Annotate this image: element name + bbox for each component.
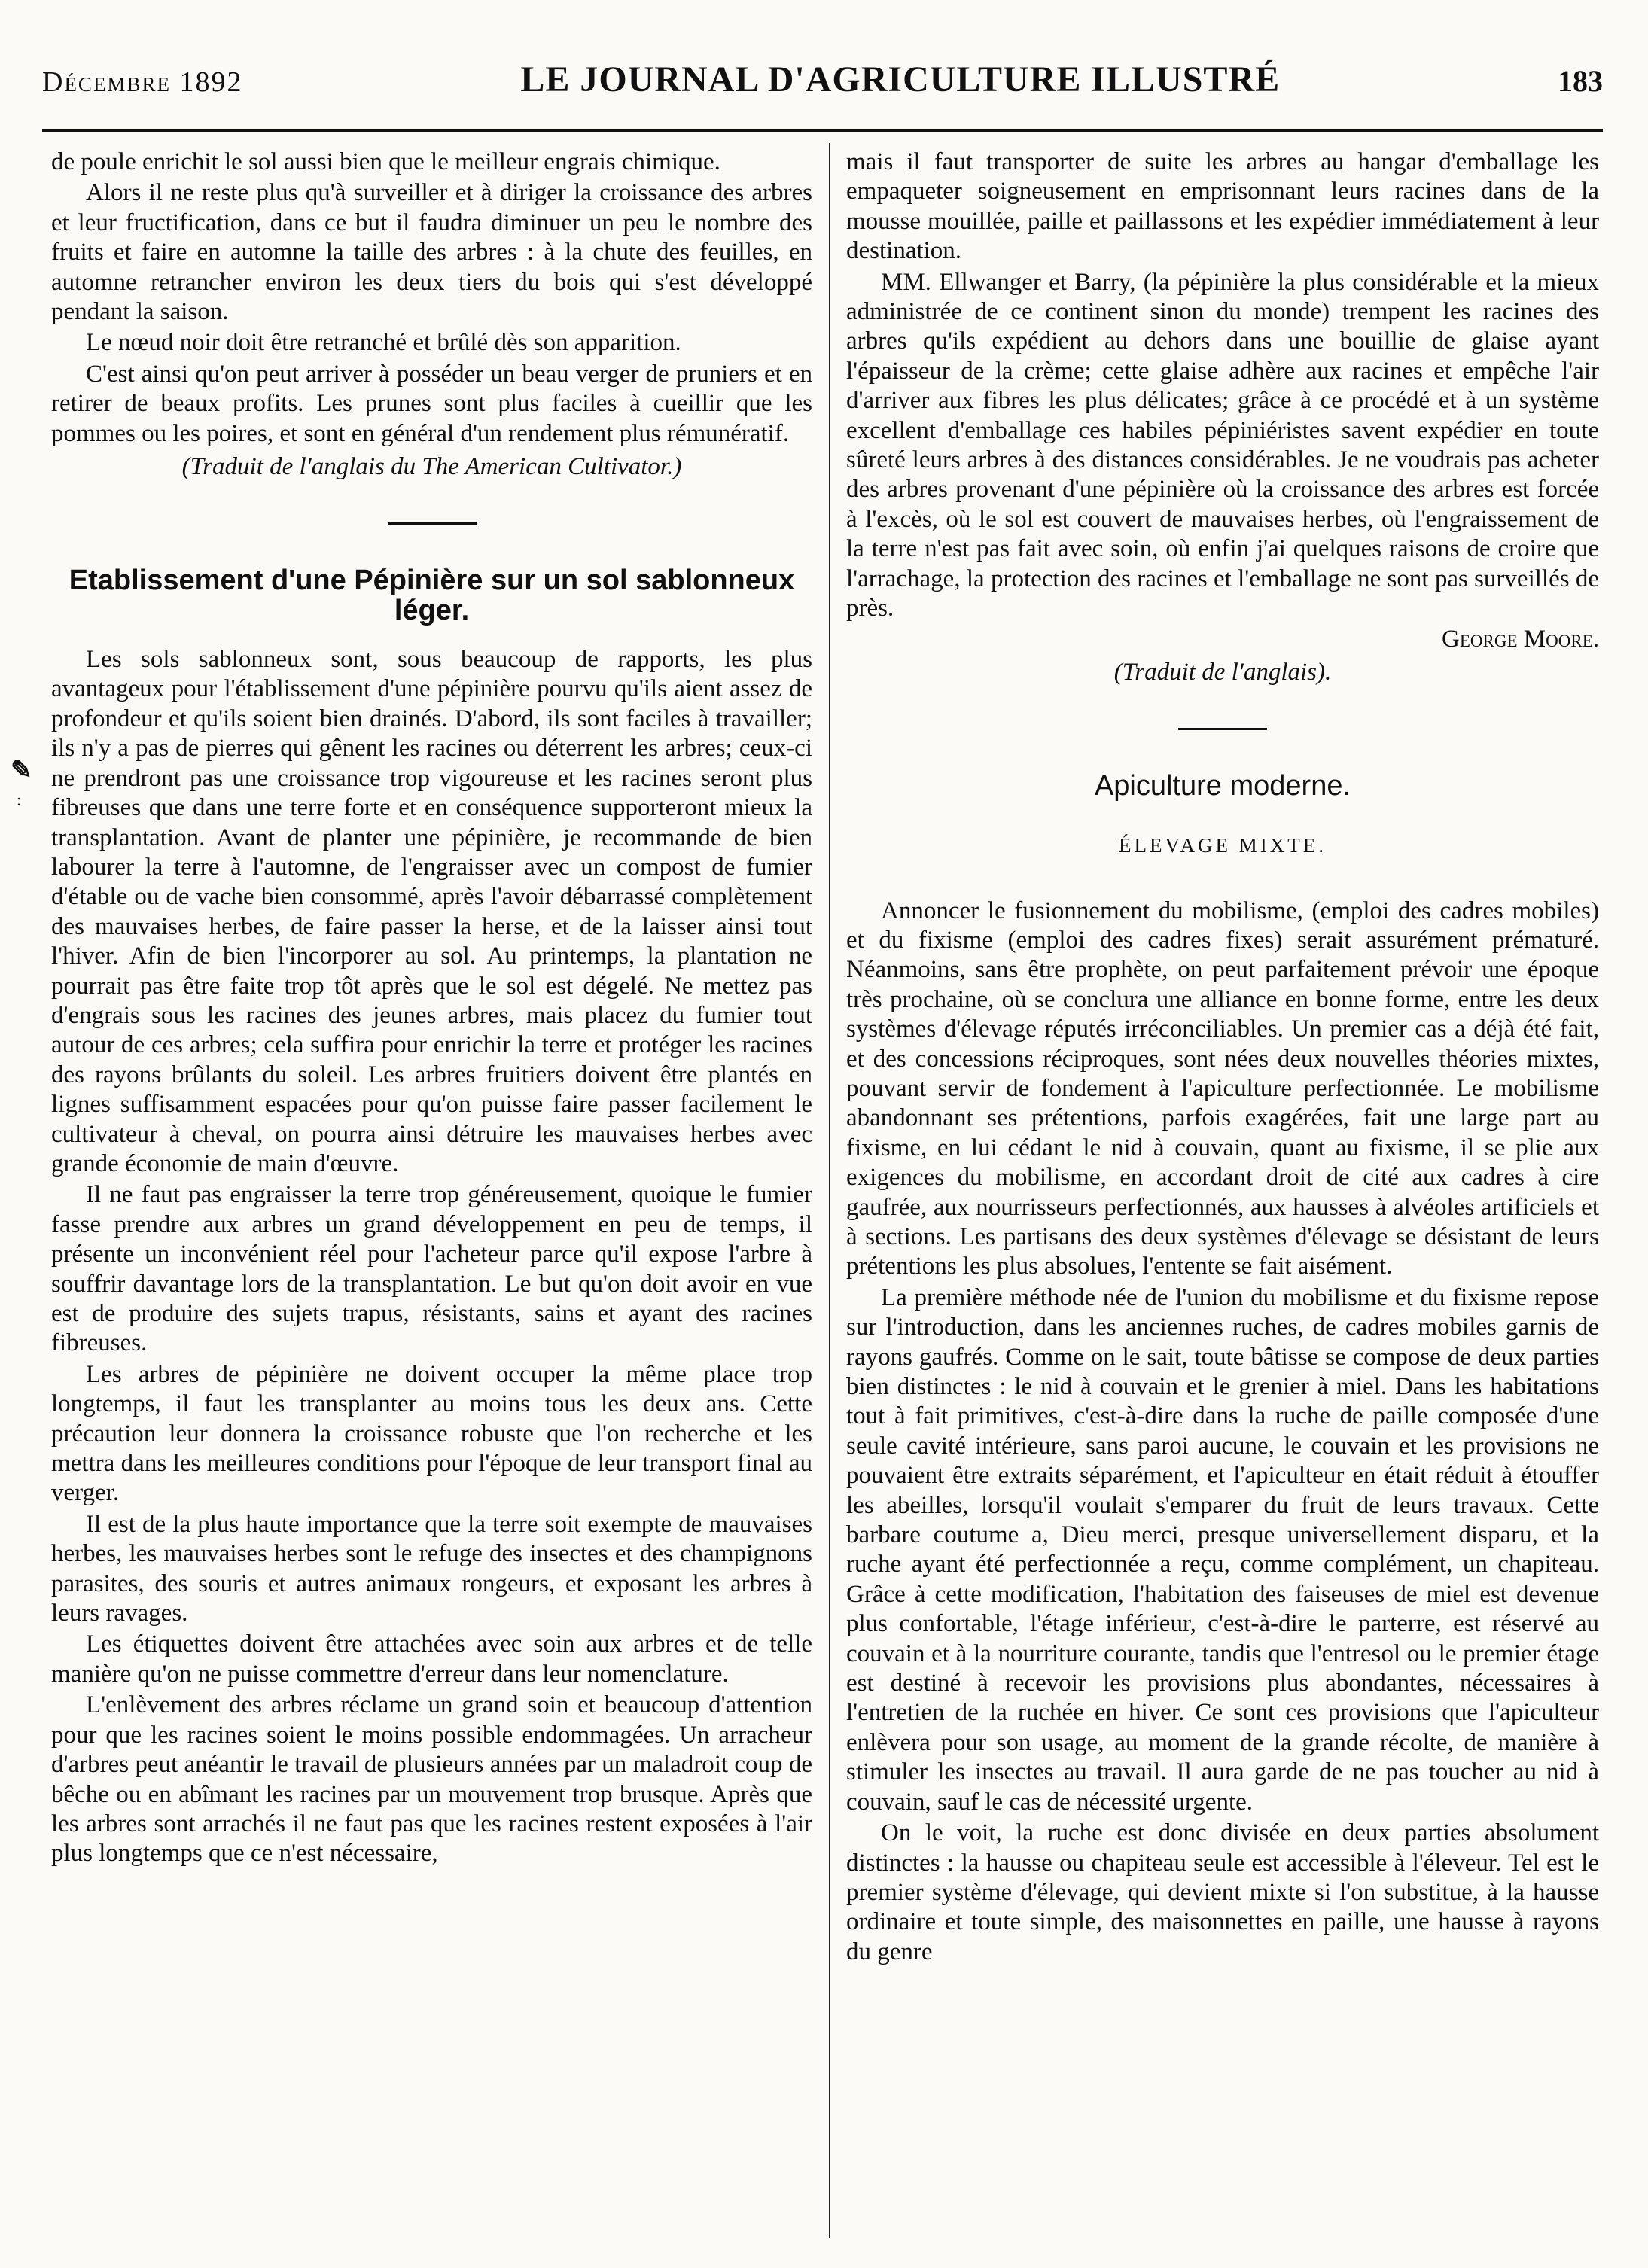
- prunes-source: (Traduit de l'anglais du The American Cultivator.): [181, 453, 682, 481]
- journal-title: LE JOURNAL D'AGRICULTURE ILLUSTRÉ: [520, 59, 1281, 99]
- article-paragraph: La première méthode née de l'union du mobilisme et du fixisme repose sur l'introduction, dans les anciennes ruches, de cadres mobiles garnis de rayons gaufrés. Comme on le sait, toute bâtisse se compose de deux parties bien distinctes : le nid à couvain et le grenier à miel. Dans les habitations tout à fait primitives, c'est-à-dire dans la ruche de paille composée d'une seule cavité intérieure, sans paroi aucune, le couvain et les provisions ne pouvaient être extraits séparément, et l'apiculteur en était réduit à étouffer les abeilles, lorsqu'il voulait s'emparer du fruit de leurs travaux. Cette barbare coutume a, Dieu merci, presque universellement disparu, et la ruche ayant été perfectionnée a reçu, comme complément, un chapiteau. Grâce à cette modification, l'habitation des faiseuses de miel est devenue plus confortable, l'étage inférieur, c'est-à-dire le parterre, est réservé au couvain et à la nourriture courante, tandis que l'entresol ou le premier étage est destiné à recevoir les provisions plus abondantes, nécessaires à l'entretien de la ruchée en hiver. Ce sont ces provisions que l'apiculteur enlèvera pour son usage, au moment de la grande récolte, de manière à stimuler les insectes au travail. Il aura garde de ne pas toucher au nid à couvain, sauf le cas de nécessité urgente.: [846, 1283, 1599, 1816]
- article-paragraph: Les sols sablonneux sont, sous beaucoup de rapports, les plus avantageux pour l'établissement d'une pépinière pourvu qu'ils aient assez de profondeur et qu'ils soient bien drainés. D'abord, ils sont faciles à travailler; ils n'y a pas de pierres qui gênent les racines ou déterrent les arbres; ceux-ci ne prendront pas une croissance trop vigoureuse et les racines seront plus fibreuses que dans une terre forte et en conséquence supporteront mieux la transplantation. Avant de planter une pépinière, je recommande de bien labourer la terre à l'automne, de l'engraisser avec un compost de fumier d'étable ou de vache bien consommé, après l'avoir débarrassé complètement des mauvaises herbes, de faire passer la herse, et de la laisser ainsi tout l'hiver. Afin de bien l'incorporer au sol. Au printemps, la plantation ne pourrait pas être faite trop tôt après que le sol est dégelé. Ne mettez pas d'engrais sous les racines des jeunes arbres, mais placez du fumier tout autour de ces arbres; cela suffira pour enrichir la terre et protéger les racines des rayons brûlants du soleil. Les arbres fruitiers doivent être plantés en lignes suffisamment espacées pour qu'on puisse faire passer facilement le cultivateur à cheval, on pourra ainsi détruire les mauvaises herbes avec grande économie de main d'œuvre.: [51, 646, 812, 1177]
- article-paragraph: Annoncer le fusionnement du mobilisme, (emploi des cadres mobiles) et du fixisme (emploi des cadres fixes) serait assurément prématuré. Néanmoins, sans être prophète, on peut parfaitement prévoir une époque très prochaine, où se conclura une alliance en bonne forme, entre les deux systèmes d'élevage réputés irréconciliables. Un premier cas a déjà été fait, et des concessions réciproques, sont nées deux nouvelles théories mixtes, pouvant servir de fondement à l'apiculture perfectionnée. Le mobilisme abandonnant ses prétentions, parfois exagérées, fait une large part au fixisme, en lui cédant le nid à couvain, quant au fixisme, il se plie aux exigences du mobilisme, en accordant droit de cité aux cadres à cire gaufrée, aux nourrisseurs perfectionnés, aux hausses à alvéoles artificiels et à sections. Les partisans des deux systèmes d'élevage se désistant de leurs prétentions les plus absolues, l'entente se fait aisément.: [846, 897, 1599, 1280]
- section-separator: [1178, 728, 1267, 730]
- article-paragraph: Les étiquettes doivent être attachées avec soin aux arbres et de telle manière qu'on ne puisse commettre d'erreur dans leur nomenclature.: [51, 1630, 812, 1688]
- article-paragraph: L'enlèvement des arbres réclame un grand soin et beaucoup d'attention pour que les racines soient le moins possible endommagées. Un arracheur d'arbres peut anéantir le travail de plusieurs années par un maladroit coup de bêche ou en abîmant les racines par un mouvement trop brusque. Après que les arbres sont arrachés il ne faut pas que les racines restent exposées à l'air plus longtemps que ce n'est nécessaire,: [51, 1691, 812, 1868]
- right-column: [846, 148, 1599, 2241]
- continuation-paragraph: mais il faut transporter de suite les arbres au hangar d'emballage les empaqueter soigneusement en emprisonnant leurs racines dans de la mousse mouillée, paille et paillassons et les expédier immédiatement à leur destination.: [846, 148, 1599, 265]
- author-signature: George Moore.: [1442, 625, 1599, 653]
- article-paragraph: Les arbres de pépinière ne doivent occuper la même place trop longtemps, il faut les transplanter au moins tous les deux ans. Cette précaution leur donnera la croissance robuste que l'on recherche et les mettra dans les meilleures conditions pour l'époque de leur transport final au verger.: [51, 1360, 812, 1507]
- article-subtitle: ÉLEVAGE MIXTE.: [1119, 833, 1327, 857]
- issue-date: Décembre 1892: [42, 66, 243, 98]
- article-paragraph: Il ne faut pas engraisser la terre trop généreusement, quoique le fumier fasse prendre aux arbres un grand développement en peu de temps, il présente un inconvénient réel pour l'acheteur parce qu'il expose l'arbre à souffrir davantage lors de la transplantation. Le but qu'on doit avoir en vue est de produire des sujets trapus, résistants, sains et ayant des racines fibreuses.: [51, 1181, 812, 1357]
- article-title: Etablissement d'une Pépinière sur un sol sablonneux léger.: [69, 565, 795, 627]
- margin-dot-icon: :: [17, 790, 22, 809]
- article-source: (Traduit de l'anglais).: [1113, 658, 1332, 686]
- header-rule: [42, 129, 1603, 132]
- page-number: 183: [1557, 64, 1603, 98]
- column-divider: [829, 143, 830, 2238]
- left-column: [51, 148, 812, 2241]
- article-paragraph: On le voit, la ruche est donc divisée en deux parties absolument distinctes : la hausse ou chapiteau seule est accessible à l'éleveur. Tel est le premier système d'élevage, qui devient mixte si l'on substitue, à la hausse ordinaire et toute simple, des maisonnettes en paille, une hausse à rayons du genre: [846, 1819, 1599, 1965]
- article-title: Apiculture moderne.: [1094, 769, 1351, 802]
- section-separator: [388, 522, 477, 525]
- prunes-paragraph: Le nœud noir doit être retranché et brûlé dès son apparition.: [86, 329, 681, 357]
- page-header: [42, 59, 1603, 98]
- prunes-paragraph: de poule enrichit le sol aussi bien que le meilleur engrais chimique.: [51, 148, 720, 175]
- margin-mark-icon: ✎: [11, 757, 32, 784]
- continuation-paragraph: MM. Ellwanger et Barry, (la pépinière la plus considérable et la mieux administrée de ce continent sinon du monde) trempent les racines des arbres qu'ils expédient au dehors dans une bouillie de glaise ayant l'épaisseur de la crème; cette glaise adhère aux racines et empêche l'air d'arriver aux fibres les plus délicates; grâce à ce procédé et à un système excellent d'emballage ces habiles pépiniéristes savent expédier en toute sûreté leurs arbres à des distances considérables. Je ne voudrais pas acheter des arbres provenant d'une pépinière où la croissance des arbres est forcée à l'excès, où le sol est couvert de mauvaises herbes, où l'engraissement de la terre n'est pas fait avec soin, où enfin j'ai quelques raisons de croire que l'arrachage, la protection des racines et l'emballage ne sont pas surveillés de près.: [846, 268, 1599, 623]
- prunes-paragraph: Alors il ne reste plus qu'à surveiller et à diriger la croissance des arbres et leur fructification, dans ce but il faudra diminuer un peu le nombre des fruits et faire en automne la taille des arbres : à la chute des feuilles, en automne retrancher environ les deux tiers du bois qui s'est développé pendant la saison.: [51, 179, 812, 326]
- article-paragraph: Il est de la plus haute importance que la terre soit exempte de mauvaises herbes, les mauvaises herbes sont le refuge des insectes et des champignons parasites, des souris et autres animaux rongeurs, et exposant les arbres à leurs ravages.: [51, 1510, 812, 1627]
- prunes-paragraph: C'est ainsi qu'on peut arriver à posséder un beau verger de pruniers et en retirer de beaux profits. Les prunes sont plus faciles à cueillir que les pommes ou les poires, et sont en général d'un rendement plus rémunératif.: [51, 360, 812, 447]
